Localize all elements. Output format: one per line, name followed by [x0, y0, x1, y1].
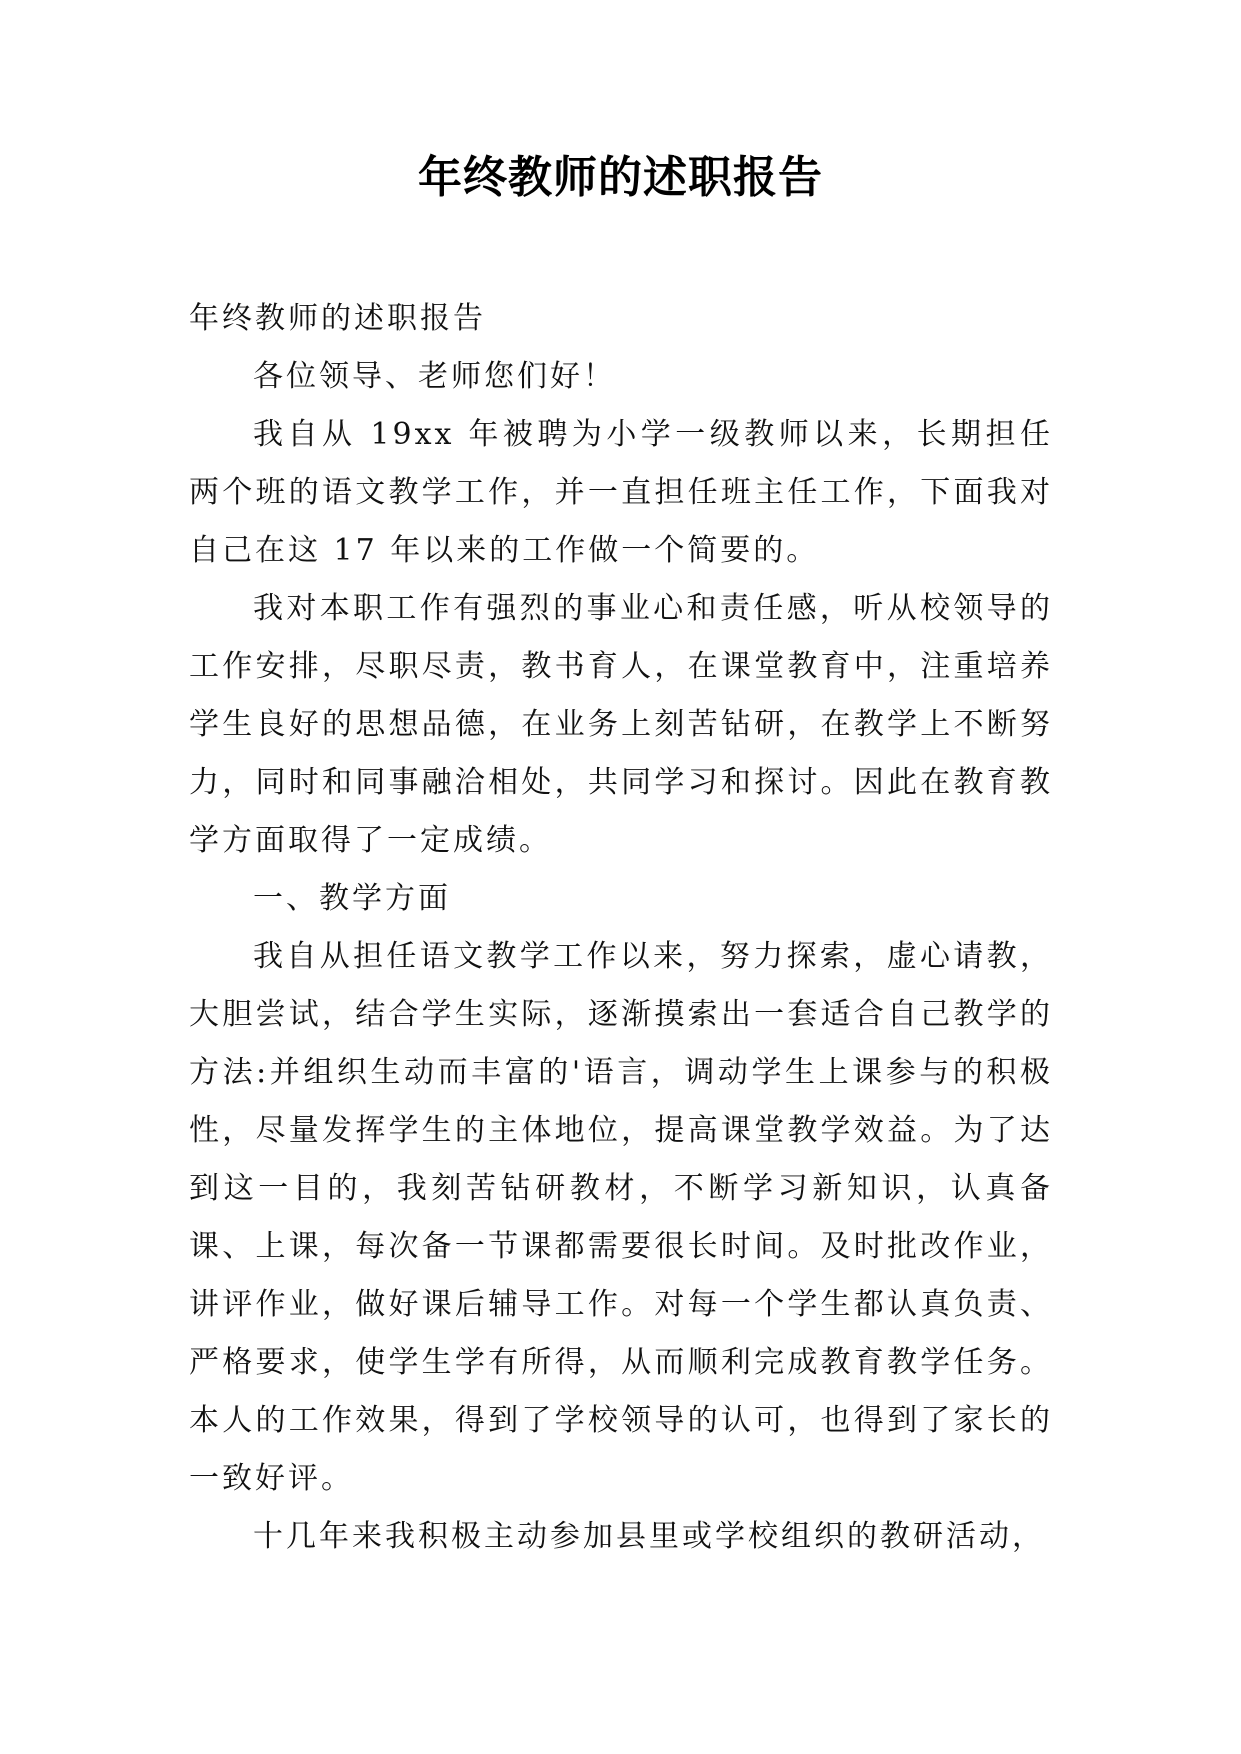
paragraph: 十几年来我积极主动参加县里或学校组织的教研活动， [253, 1519, 1045, 1554]
paragraph: 我自从 19xx 年被聘为小学一级教师以来，长期担任两个班的语文教学工作，并一直担任班主任工作，下面我对自己在这 17 年以来的工作做一个简要的。 [189, 417, 1053, 568]
paragraph-greeting: 各位领导、老师您们好！ [253, 359, 616, 394]
paragraph: 我自从担任语文教学工作以来，努力探索，虚心请教，大胆尝试，结合学生实际，逐渐摸索出一套适合自己教学的方法:并组织生动而丰富的'语言，调动学生上课参与的积极性，尽量发挥学生的主体地位，提高课堂教学效益。为了达到这一目的，我刻苦钻研教材，不断学习新知识，认真备课、上课，每次备一节课都需要很长时间。及时批改作业，讲评作业，做好课后辅导工作。对每一个学生都认真负责、严格要求，使学生学有所得，从而顺利完成教育教学任务。本人的工作效果，得到了学校领导的认可，也得到了家长的一致好评。 [189, 939, 1053, 1496]
document-body [189, 290, 1053, 1566]
paragraph: 我对本职工作有强烈的事业心和责任感，听从校领导的工作安排，尽职尽责，教书育人，在课堂教育中，注重培养学生良好的思想品德，在业务上刻苦钻研，在教学上不断努力，同时和同事融洽相处，共同学习和探讨。因此在教育教学方面取得了一定成绩。 [189, 591, 1053, 858]
paragraph-heading: 年终教师的述职报告 [189, 301, 486, 336]
section-heading: 一、教学方面 [253, 881, 451, 916]
document-title: 年终教师的述职报告 [418, 152, 823, 203]
